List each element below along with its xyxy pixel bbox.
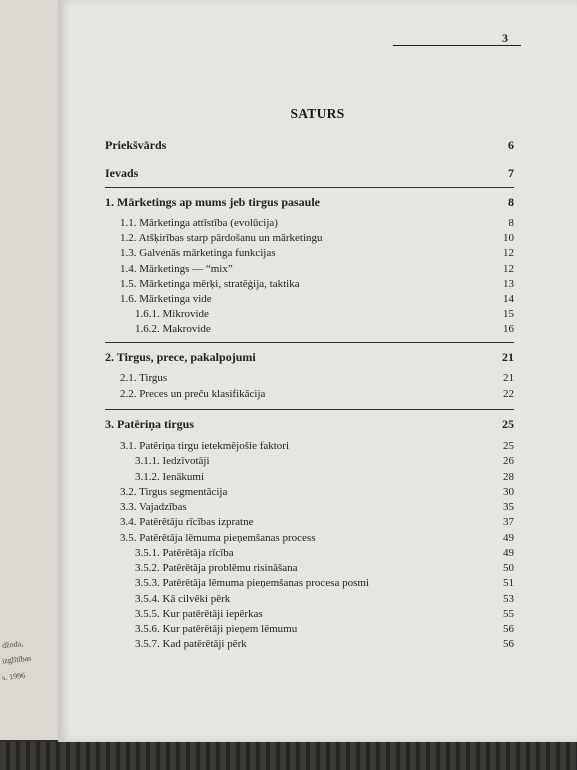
toc-entry-page: 49	[503, 531, 514, 544]
section-divider	[105, 342, 514, 343]
toc-entry-label: 3.5.5. Kur patērētāji iepērkas	[135, 607, 263, 620]
toc-entry-page: 49	[503, 546, 514, 559]
toc-entry-label: 3.1.2. Ienākumi	[135, 470, 205, 483]
toc-subsubentry	[135, 547, 514, 559]
toc-subsubentry	[135, 471, 514, 483]
toc-subentry	[120, 440, 514, 452]
toc-entry-page: 56	[503, 623, 514, 635]
left-facing-page	[0, 0, 58, 740]
left-page-line: s. 1996	[1, 670, 26, 683]
toc-entry-label: 1.1. Mārketinga attīstība (evolūcija)	[120, 217, 278, 229]
toc-entry-page: 22	[503, 387, 514, 400]
toc-section	[105, 138, 514, 153]
toc-entry-page: 21	[503, 372, 514, 384]
toc-subentry	[120, 372, 514, 384]
toc-entry-label: 3.5.7. Kad patērētāji pērk	[135, 638, 247, 651]
toc-subentry	[120, 501, 514, 513]
toc-subentry	[120, 532, 514, 544]
toc-entry-label: 2.1. Tirgus	[120, 372, 168, 384]
toc-section-page: 21	[502, 350, 514, 364]
toc-subsubentry	[135, 623, 514, 635]
toc-section	[105, 195, 514, 210]
toc-entry-page: 55	[503, 607, 514, 620]
toc-entry-label: 3.3. Vajadzības	[120, 501, 187, 513]
toc-entry-page: 37	[503, 516, 514, 529]
toc-entry-label: 3.1. Patēriņa tirgu ietekmējošie faktori	[120, 440, 290, 452]
left-page-line: džoda,	[1, 638, 24, 651]
toc-entry-page: 10	[503, 232, 514, 245]
toc-entry-page: 51	[503, 577, 514, 590]
toc-subentry	[120, 388, 514, 400]
toc-subentry	[120, 247, 514, 259]
toc-subsubentry	[135, 593, 514, 605]
toc-entry-label: 1.6.1. Mikrovide	[135, 308, 209, 321]
toc-subsubentry	[135, 638, 514, 650]
toc-section-label: 2. Tirgus, prece, pakalpojumi	[105, 350, 256, 364]
toc-entry-label: 1.2. Atšķirības starp pārdošanu un mārketingu	[120, 232, 323, 245]
toc-subentry	[120, 263, 514, 275]
toc-entry-label: 3.5.4. Kā cilvēki pērk	[135, 592, 231, 605]
toc-subsubentry	[135, 577, 514, 589]
toc-entry-label: 3.5.6. Kur patērētāji pieņem lēmumu	[135, 623, 298, 635]
toc-title: SATURS	[290, 106, 345, 121]
toc-entry-page: 35	[503, 501, 514, 513]
toc-subentry	[120, 232, 514, 244]
toc-entry-page: 14	[503, 293, 514, 305]
toc-entry-label: 1.6.2. Makrovide	[135, 323, 211, 336]
toc-entry-label: 2.2. Preces un preču klasifikācija	[120, 387, 266, 400]
toc-entry-label: 3.5.2. Patērētāja problēmu risināšana	[135, 562, 298, 574]
toc-entry-page: 56	[503, 638, 514, 651]
toc-entry-label: 3.5.1. Patērētāja rīcība	[135, 546, 234, 559]
toc-section	[105, 350, 514, 365]
toc-subentry	[120, 217, 514, 229]
toc-entry-label: 3.5. Patērētāja lēmuma pieņemšanas process	[120, 531, 316, 544]
toc-entry-label: 3.5.3. Patērētāja lēmuma pieņemšanas procesa posmi	[135, 577, 369, 590]
toc-entry-label: 3.4. Patērētāju rīcības izpratne	[120, 516, 254, 529]
toc-entry-label: 1.3. Galvenās mārketinga funkcijas	[120, 247, 276, 260]
toc-entry-page: 15	[503, 308, 514, 321]
toc-section	[105, 166, 514, 181]
toc-section	[105, 417, 514, 432]
toc-subsubentry	[135, 308, 514, 320]
toc-entry-page: 13	[503, 277, 514, 290]
toc-entry-page: 12	[503, 247, 514, 260]
toc-subsubentry	[135, 455, 514, 467]
section-divider	[105, 187, 514, 188]
left-page-line: izglītības	[1, 653, 32, 666]
toc-entry-page: 16	[503, 323, 514, 336]
toc-section-page: 8	[508, 195, 514, 209]
toc-entry-page: 12	[503, 262, 514, 275]
toc-subentry	[120, 516, 514, 528]
toc-entry-page: 53	[503, 592, 514, 605]
toc-entry-label: 1.5. Mārketinga mērķi, stratēģija, taktika	[120, 277, 300, 290]
toc-subsubentry	[135, 323, 514, 335]
toc-entry-label: 3.1.1. Iedzīvotāji	[135, 455, 210, 468]
toc-subentry	[120, 278, 514, 290]
toc-subsubentry	[135, 562, 514, 574]
toc-entry-page: 30	[503, 485, 514, 498]
toc-section-label: 1. Mārketings ap mums jeb tirgus pasaule	[105, 195, 321, 209]
toc-entry-page: 50	[503, 562, 514, 574]
toc-subsubentry	[135, 608, 514, 620]
book-page	[58, 0, 577, 742]
toc-section-label: 3. Patēriņa tirgus	[105, 417, 194, 431]
toc-entry-label: 3.2. Tirgus segmentācija	[120, 485, 228, 498]
toc-subentry	[120, 293, 514, 305]
background-surface	[0, 742, 577, 770]
toc-section-page: 7	[508, 166, 514, 180]
toc-entry-page: 28	[503, 470, 514, 483]
section-divider	[105, 409, 514, 410]
toc-section-page: 6	[508, 138, 514, 152]
toc-section-label: Ievads	[105, 166, 139, 180]
toc-section-label: Priekšvārds	[105, 138, 167, 152]
toc-entry-label: 1.6. Mārketinga vide	[120, 293, 212, 305]
toc-section-page: 25	[502, 417, 514, 431]
toc-entry-page: 8	[508, 217, 514, 229]
toc-entry-page: 26	[503, 455, 514, 468]
page-number: 3	[502, 31, 508, 45]
toc-entry-page: 25	[503, 440, 514, 452]
toc-entry-label: 1.4. Mārketings — “mix”	[120, 262, 233, 275]
toc-subentry	[120, 486, 514, 498]
header-rule	[393, 45, 521, 46]
